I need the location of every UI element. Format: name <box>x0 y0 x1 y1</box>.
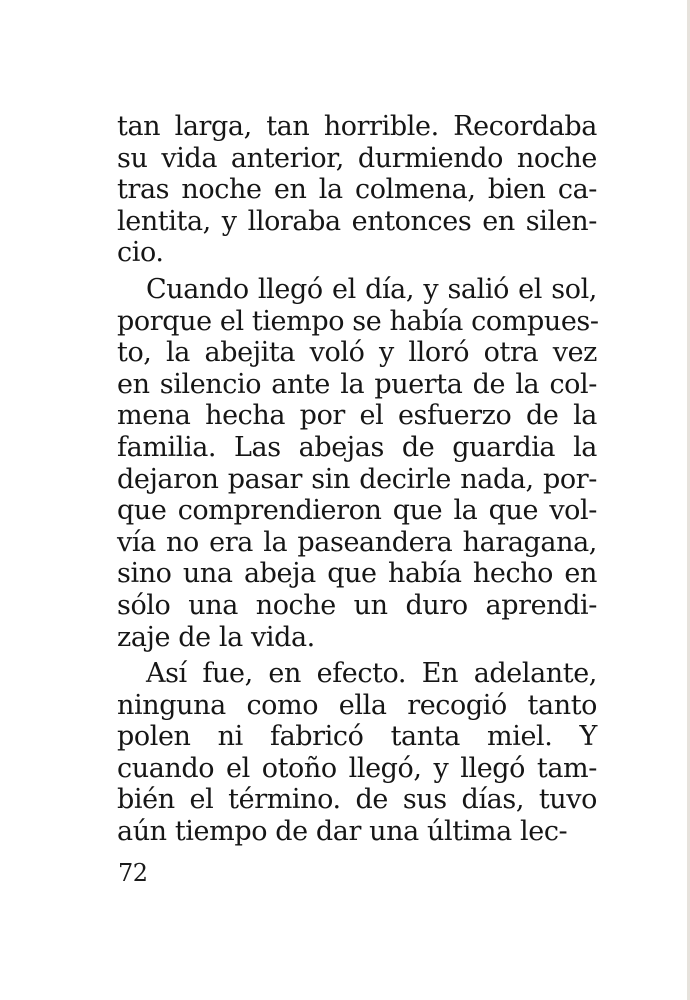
text-line: su vida anterior, durmiendo noche <box>117 142 597 174</box>
text-line: cio. <box>117 237 164 269</box>
text-line: sólo una noche un duro aprendi- <box>117 589 597 621</box>
text-line: Cuando llegó el día, y salió el sol, <box>146 273 597 305</box>
text-line: tras noche en la colmena, bien ca- <box>117 174 597 206</box>
text-line: zaje de la vida. <box>117 621 315 653</box>
text-line: que comprendieron que la que vol- <box>117 495 597 527</box>
text-line: Así fue, en efecto. En adelante, <box>146 658 597 690</box>
paragraph-1 <box>117 111 597 269</box>
text-line: tan larga, tan horrible. Recordaba <box>117 111 597 142</box>
text-line: to, la abejita voló y lloró otra vez <box>117 337 597 369</box>
text-line: lentita, y lloraba entonces en silen- <box>117 205 597 237</box>
text-line: polen ni fabricó tanta miel. Y <box>117 721 597 753</box>
page-number: 72 <box>118 859 148 887</box>
text-line: mena hecha por el esfuerzo de la <box>117 400 597 432</box>
paragraph-3 <box>117 658 597 848</box>
text-line: aún tiempo de dar una última lec- <box>117 816 568 848</box>
paragraph-2 <box>117 274 597 653</box>
body-text <box>117 111 597 848</box>
text-line: dejaron pasar sin decirle nada, por- <box>117 463 597 495</box>
text-line: sino una abeja que había hecho en <box>117 558 597 590</box>
text-line: bién el término. de sus días, tuvo <box>117 784 597 816</box>
text-line: familia. Las abejas de guardia la <box>117 431 597 463</box>
text-line: en silencio ante la puerta de la col- <box>117 368 597 400</box>
text-line: vía no era la paseandera haragana, <box>117 526 597 558</box>
text-line: ninguna como ella recogió tanto <box>117 689 597 721</box>
text-line: cuando el otoño llegó, y llegó tam- <box>117 752 597 784</box>
text-line: porque el tiempo se había compues- <box>117 305 599 337</box>
